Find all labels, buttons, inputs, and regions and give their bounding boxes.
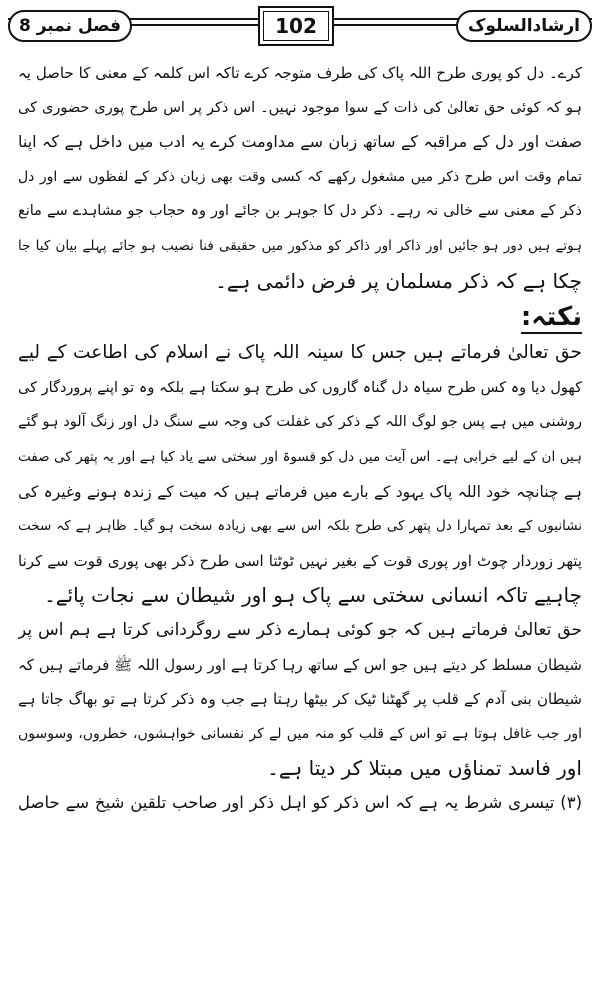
text-line: حق تعالیٰ فرماتے ہیں جس کا سینہ اللہ پاک نے اسلام کی اطاعت کے لیے xyxy=(18,342,582,364)
text-line: شیطان بنی آدم کے قلب پر گھٹنا ٹیک کر بیٹھا رہتا ہے جب وہ ذکر کرتا ہے تو بھاگ جاتا ہے xyxy=(18,690,582,709)
section-heading xyxy=(18,298,582,336)
text-line: نشانیوں کے بعد تمہارا دل پتھر کی طرح بلکہ اس سے بھی زیادہ سخت ہو گیا۔ ظاہر ہے کہ سخت xyxy=(18,518,582,535)
text-line: اور فاسد تمناؤں میں مبتلا کر دیتا ہے۔ xyxy=(267,756,582,781)
text-line: ہو کہ کوئی حق تعالیٰ کی ذات کے سوا موجود نہیں۔ اس ذکر پر اس طرح پوری حضوری کی xyxy=(18,99,582,116)
page-number: 102 xyxy=(263,11,329,41)
text-line: کرے۔ دل کو پوری طرح اللہ پاک کی طرف متوجہ کرے تاکہ اس کلمہ کے معنی کا حاصل یہ xyxy=(18,64,582,82)
text-line: ہوتے ہیں دور ہو جائیں اور ذاکر اور ذاکر کو مذکور میں حقیقی فنا نصیب ہو جائے پہلے بیان کیا جا xyxy=(18,237,582,254)
page-header xyxy=(8,6,592,46)
text-line: چکا ہے کہ ذکر مسلمان پر فرض دائمی ہے۔ xyxy=(215,268,582,293)
text-line: اور جب غافل ہوتا ہے تو اس کے قلب کو منہ میں لے کر نفسانی خواہشوں، خطروں، وسوسوں xyxy=(18,725,582,742)
section-heading-text: نکتہ: xyxy=(520,302,582,333)
book-title: ارشادالسلوک xyxy=(456,10,592,42)
text-line: پتھر زوردار چوٹ اور پوری قوت کے بغیر نہیں ٹوٹتا اسی طرح ذکر بھی پوری قوت سے کرنا xyxy=(18,551,582,570)
text-line: چاہیے تاکہ انسانی سختی سے پاک ہو اور شیطان سے نجات پائے۔ xyxy=(44,583,582,608)
paragraph-1 xyxy=(18,56,582,298)
page-number-box xyxy=(258,6,334,46)
text-line: (۳) تیسری شرط یہ ہے کہ اس ذکر کو اہل ذکر اور صاحب تلقین شیخ سے حاصل xyxy=(18,792,582,812)
text-line: شیطان مسلط کر دیتے ہیں جو اس کے ساتھ رہا کرتا ہے اور رسول اللہ ﷺ فرماتے ہیں کہ xyxy=(18,655,582,674)
chapter-label: فصل نمبر 8 xyxy=(8,10,132,42)
text-line: ذکر کے معنی سے خالی نہ رہے۔ ذکر دل کا جوہر بن جائے اور وہ حجاب جو مشاہدے سے مانع xyxy=(18,203,582,220)
text-line: ہیں ان کے لیے خرابی ہے۔ اس آیت میں دل کو قسوۃ اور سختی سے یاد کیا ہے اور یہ پتھر کی صفت xyxy=(18,448,582,465)
text-line: صفت اور دل کے مراقبہ کے ساتھ زبان سے مداومت کرے یہ ادب میں داخل ہے کہ اپنا xyxy=(18,132,582,152)
text-line: حق تعالیٰ فرماتے ہیں کہ جو کوئی ہمارے ذکر سے روگردانی کرتا ہے ہم اس پر xyxy=(18,619,582,640)
page-body xyxy=(18,56,582,820)
paragraph-3 xyxy=(18,613,582,786)
text-line: روشنی میں ہے پس جو لوگ اللہ کے ذکر کی غفلت کی وجہ سے سنگ دل اور زنگ آلود ہو گئے xyxy=(18,414,582,431)
text-line: ہے چنانچہ خود اللہ پاک یہود کے بارے میں فرماتے ہیں کہ میت کے زندہ ہونے وغیرہ کی xyxy=(18,482,582,501)
paragraph-4 xyxy=(18,786,582,821)
paragraph-2 xyxy=(18,336,582,613)
text-line: کھول دیا وہ کس طرح سیاہ دل گناہ گاروں کی طرح ہو سکتا ہے بلکہ وہ تو اپنے پروردگار کی xyxy=(18,379,582,396)
text-line: تمام وقت اس طرح ذکر میں مشغول رکھے کہ کسی وقت بھی زبان ذکر کے لفظوں سے اور دل xyxy=(18,168,582,185)
